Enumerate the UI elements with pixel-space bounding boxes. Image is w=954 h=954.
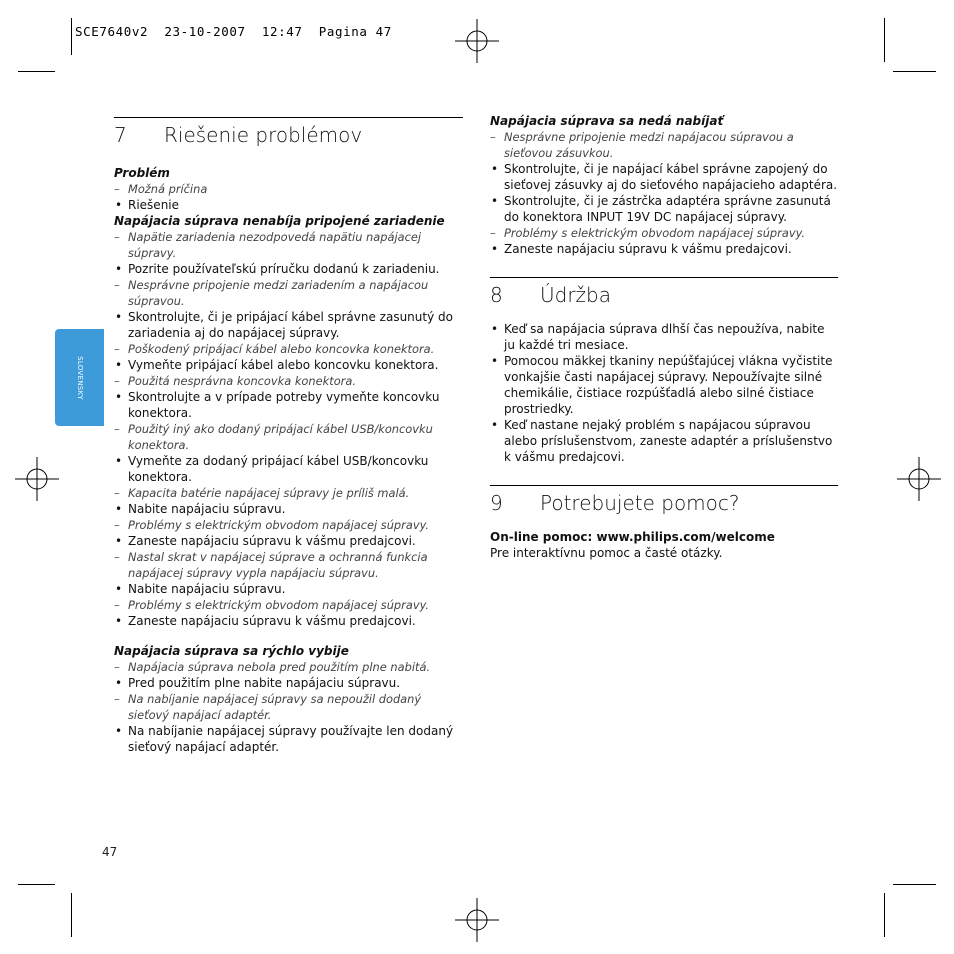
crop-mark (71, 893, 72, 937)
maintenance-item: • Keď nastane nejaký problém s napájacou súpravou alebo príslušenstvom, zaneste adaptér a príslušenstvo k vášmu predajcovi. (490, 417, 838, 465)
solution-item: • Na nabíjanie napájacej súpravy používajte len dodaný sieťový napájací adaptér. (114, 723, 463, 755)
maintenance-item: • Keď sa napájacia súprava dlhší čas nepoužíva, nabite ju každé tri mesiace. (490, 321, 838, 353)
language-side-tab (55, 329, 104, 426)
solution-item: • Zaneste napájaciu súpravu k vášmu predajcovi. (490, 241, 838, 257)
solution-item: • Vymeňte za dodaný pripájací kábel USB/koncovku konektora. (114, 453, 463, 485)
cause-item: – Problémy s elektrickým obvodom napájacej súpravy. (114, 517, 463, 533)
solution-item: • Skontrolujte, či je pripájací kábel správne zasunutý do zariadenia aj do napájacej súpravy. (114, 309, 463, 341)
online-help-label: On-line pomoc: www.philips.com/welcome (490, 530, 775, 544)
page-number: 47 (102, 845, 118, 859)
right-column (490, 113, 838, 561)
cause-item: – Použitá nesprávna koncovka konektora. (114, 373, 463, 389)
crop-mark (893, 71, 936, 72)
solution-item: • Skontrolujte a v prípade potreby vymeňte koncovku konektora. (114, 389, 463, 421)
solution-item: • Nabite napájaciu súpravu. (114, 501, 463, 517)
problem-heading: Napájacia súprava sa rýchlo vybije (114, 644, 349, 658)
registration-mark-icon (897, 457, 941, 501)
language-label: SLOVENSKY (75, 355, 84, 400)
crop-mark (893, 884, 936, 885)
solution-item: • Pred použitím plne nabite napájaciu súpravu. (114, 675, 463, 691)
cause-item: – Poškodený pripájací kábel alebo koncovka konektora. (114, 341, 463, 357)
section-8-heading (490, 277, 838, 307)
crop-mark (884, 893, 885, 937)
solution-item: • Skontrolujte, či je napájací kábel správne zapojený do sieťovej zásuvky aj do sieťového napájacieho adaptéra. (490, 161, 838, 193)
registration-mark-icon (455, 898, 499, 942)
legend-problem: Problém (114, 166, 170, 180)
cause-item: – Použitý iný ako dodaný pripájací kábel USB/koncovku konektora. (114, 421, 463, 453)
cause-item: – Problémy s elektrickým obvodom napájacej súpravy. (114, 597, 463, 613)
section-number: 7 (114, 123, 127, 147)
section-title: Riešenie problémov (164, 123, 363, 147)
crop-mark (18, 71, 55, 72)
solution-item: • Skontrolujte, či je zástrčka adaptéra správne zasunutá do konektora INPUT 19V DC napájacej súpravy. (490, 193, 838, 225)
solution-item: • Pozrite používateľskú príručku dodanú k zariadeniu. (114, 261, 463, 277)
cause-item: – Nastal skrat v napájacej súprave a ochranná funkcia napájacej súpravy vypla napájaciu súpravu. (114, 549, 463, 581)
section-number: 9 (490, 491, 503, 515)
online-help-text: Pre interaktívnu pomoc a časté otázky. (490, 546, 723, 560)
problem-heading: Napájacia súprava nenabíja pripojené zariadenie (114, 214, 445, 228)
problem-heading: Napájacia súprava sa nedá nabíjať (490, 114, 724, 128)
section-9-heading (490, 485, 838, 515)
registration-mark-icon (15, 457, 59, 501)
crop-mark (71, 18, 72, 55)
cause-item: – Kapacita batérie napájacej súpravy je príliš malá. (114, 485, 463, 501)
registration-mark-icon (455, 19, 499, 63)
legend-cause: – Možná príčina (114, 181, 463, 197)
cause-item: – Nesprávne pripojenie medzi zariadením a napájacou súpravou. (114, 277, 463, 309)
solution-item: • Zaneste napájaciu súpravu k vášmu predajcovi. (114, 613, 463, 629)
maintenance-item: • Pomocou mäkkej tkaniny nepúšťajúcej vlákna vyčistite vonkajšie časti napájacej súpravy. Nepoužívajte silné chemikálie, čistiace rozpúšťadlá alebo silné čistiace prostriedky. (490, 353, 838, 417)
cause-item: – Na nabíjanie napájacej súpravy sa nepoužil dodaný sieťový napájací adaptér. (114, 691, 463, 723)
section-7-heading (114, 117, 463, 147)
crop-mark (884, 18, 885, 62)
section-number: 8 (490, 283, 503, 307)
cause-item: – Napätie zariadenia nezodpovedá napätiu napájacej súpravy. (114, 229, 463, 261)
solution-item: • Vymeňte pripájací kábel alebo koncovku konektora. (114, 357, 463, 373)
print-slug: SCE7640v2 23-10-2007 12:47 Pagina 47 (75, 24, 392, 39)
left-column (114, 117, 463, 755)
solution-item: • Zaneste napájaciu súpravu k vášmu predajcovi. (114, 533, 463, 549)
section-title: Potrebujete pomoc? (540, 491, 740, 515)
cause-item: – Nesprávne pripojenie medzi napájacou súpravou a sieťovou zásuvkou. (490, 129, 838, 161)
cause-item: – Problémy s elektrickým obvodom napájacej súpravy. (490, 225, 838, 241)
legend-solution: • Riešenie (114, 197, 463, 213)
solution-item: • Nabite napájaciu súpravu. (114, 581, 463, 597)
crop-mark (18, 884, 55, 885)
cause-item: – Napájacia súprava nebola pred použitím plne nabitá. (114, 659, 463, 675)
section-title: Údržba (540, 283, 612, 307)
